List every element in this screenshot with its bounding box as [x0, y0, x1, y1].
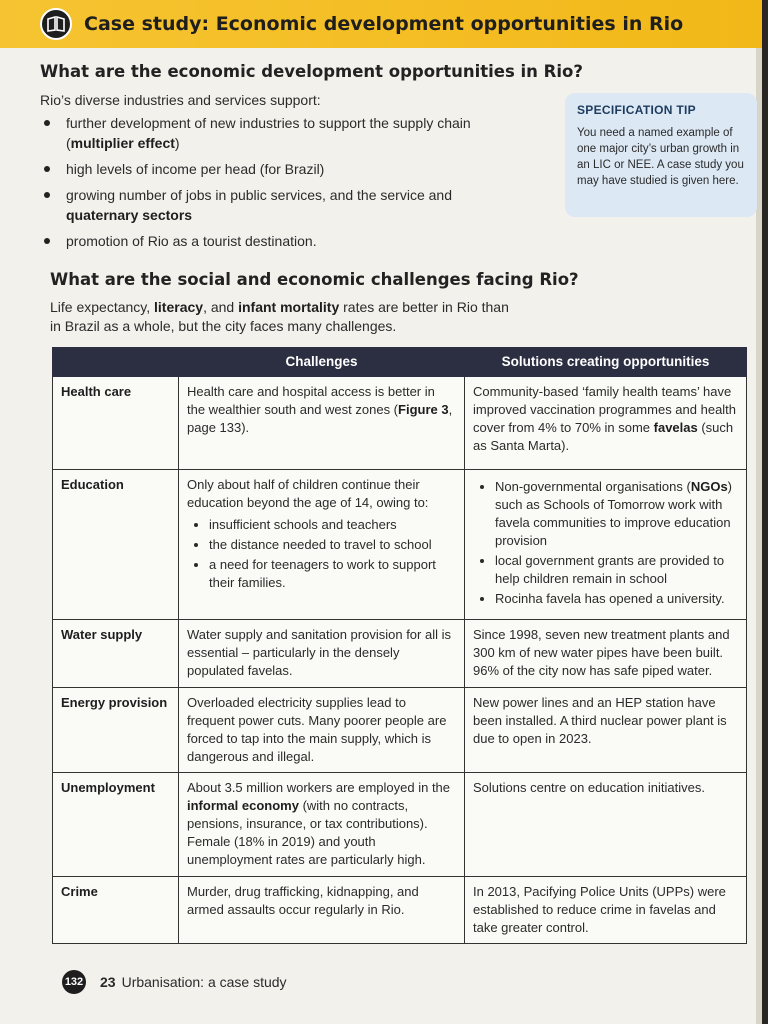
list-item: • a need for teenagers to work to support their families.: [209, 556, 456, 592]
list-item: • the distance needed to travel to school: [209, 536, 456, 554]
section-heading-opportunities: What are the economic development opportunities in Rio?: [40, 62, 583, 81]
challenge-cell: Only about half of children continue their education beyond the age of 14, owing to: • insufficient schools and teachers • the distance needed to travel to school • a need for teenagers to work to support their families.: [179, 470, 465, 620]
solution-cell: Since 1998, seven new treatment plants and 300 km of new water pipes have been built. 96% of the city now has safe piped water.: [465, 620, 747, 688]
list-item: further development of new industries to support the supply chain (multiplier effect): [40, 113, 520, 153]
opportunities-list: [40, 113, 520, 257]
table-row: [53, 377, 747, 470]
tip-heading: SPECIFICATION TIP: [577, 103, 696, 117]
list-item: • Rocinha favela has opened a university.: [495, 590, 738, 608]
table-row: [53, 877, 747, 944]
banner-title: Case study: Economic development opportunities in Rio: [84, 13, 684, 35]
list-item: high levels of income per head (for Brazil): [40, 159, 520, 179]
row-label-water-supply: Water supply: [53, 620, 179, 688]
specification-tip-box: [565, 93, 757, 217]
challenges-table: [52, 347, 747, 944]
solution-cell: New power lines and an HEP station have been installed. A third nuclear power plant is due to open in 2023.: [465, 688, 747, 773]
row-label-education: Education: [53, 470, 179, 620]
chapter-number: 23: [100, 974, 116, 990]
list-item: • insufficient schools and teachers: [209, 516, 456, 534]
list-item: • Non-governmental organisations (NGOs) such as Schools of Tomorrow work with favela communities to improve education provision: [495, 478, 738, 550]
table-row: [53, 470, 747, 620]
solution-cell: [465, 470, 747, 620]
header-solutions: Solutions creating opportunities: [465, 348, 747, 377]
chapter-title: Urbanisation: a case study: [121, 974, 287, 990]
header-challenges: Challenges: [179, 348, 465, 377]
row-label-health-care: Health care: [53, 377, 179, 470]
challenges-intro: Life expectancy, literacy, and infant mortality rates are better in Rio than in Brazil as a whole, but the city faces many challenges.: [50, 299, 509, 334]
challenge-cell: Water supply and sanitation provision for all is essential – particularly in the densely populated favelas.: [179, 620, 465, 688]
challenge-cell: Overloaded electricity supplies lead to frequent power cuts. Many poorer people are forced to tap into the main supply, which is dangerous and illegal.: [179, 688, 465, 773]
solution-cell: Solutions centre on education initiatives.: [465, 773, 747, 877]
tip-body: You need a named example of one major city’s urban growth in an LIC or NEE. A case study you may have studied is given here.: [577, 127, 744, 187]
row-label-crime: Crime: [53, 877, 179, 944]
table-row: [53, 688, 747, 773]
challenge-cell: About 3.5 million workers are employed in the informal economy (with no contracts, pensions, insurance, or tax contributions). Female (18% in 2019) and youth unemployment rates are particularly high.: [179, 773, 465, 877]
page-footer: [62, 970, 287, 994]
table-header-row: [53, 348, 747, 377]
row-label-unemployment: Unemployment: [53, 773, 179, 877]
opportunities-intro: Rio’s diverse industries and services support:: [40, 92, 321, 108]
table-row: [53, 620, 747, 688]
list-item: promotion of Rio as a tourist destination.: [40, 231, 520, 251]
solution-cell: Community-based ‘family health teams’ have improved vaccination programmes and health cover from 4% to 70% in some favelas (such as Santa Marta).: [465, 377, 747, 470]
challenge-cell: Health care and hospital access is better in the wealthier south and west zones (Figure 3, page 133).: [179, 377, 465, 470]
row-label-energy-provision: Energy provision: [53, 688, 179, 773]
table-row: [53, 773, 747, 877]
list-item: growing number of jobs in public services, and the service and quaternary sectors: [40, 185, 520, 225]
header-blank: [53, 348, 179, 377]
list-item: • local government grants are provided to help children remain in school: [495, 552, 738, 588]
solution-cell: In 2013, Pacifying Police Units (UPPs) were established to reduce crime in favelas and take greater control.: [465, 877, 747, 944]
section-heading-challenges: What are the social and economic challenges facing Rio?: [50, 270, 579, 289]
page-number: 132: [62, 970, 86, 994]
challenge-cell: Murder, drug trafficking, kidnapping, and armed assaults occur regularly in Rio.: [179, 877, 465, 944]
